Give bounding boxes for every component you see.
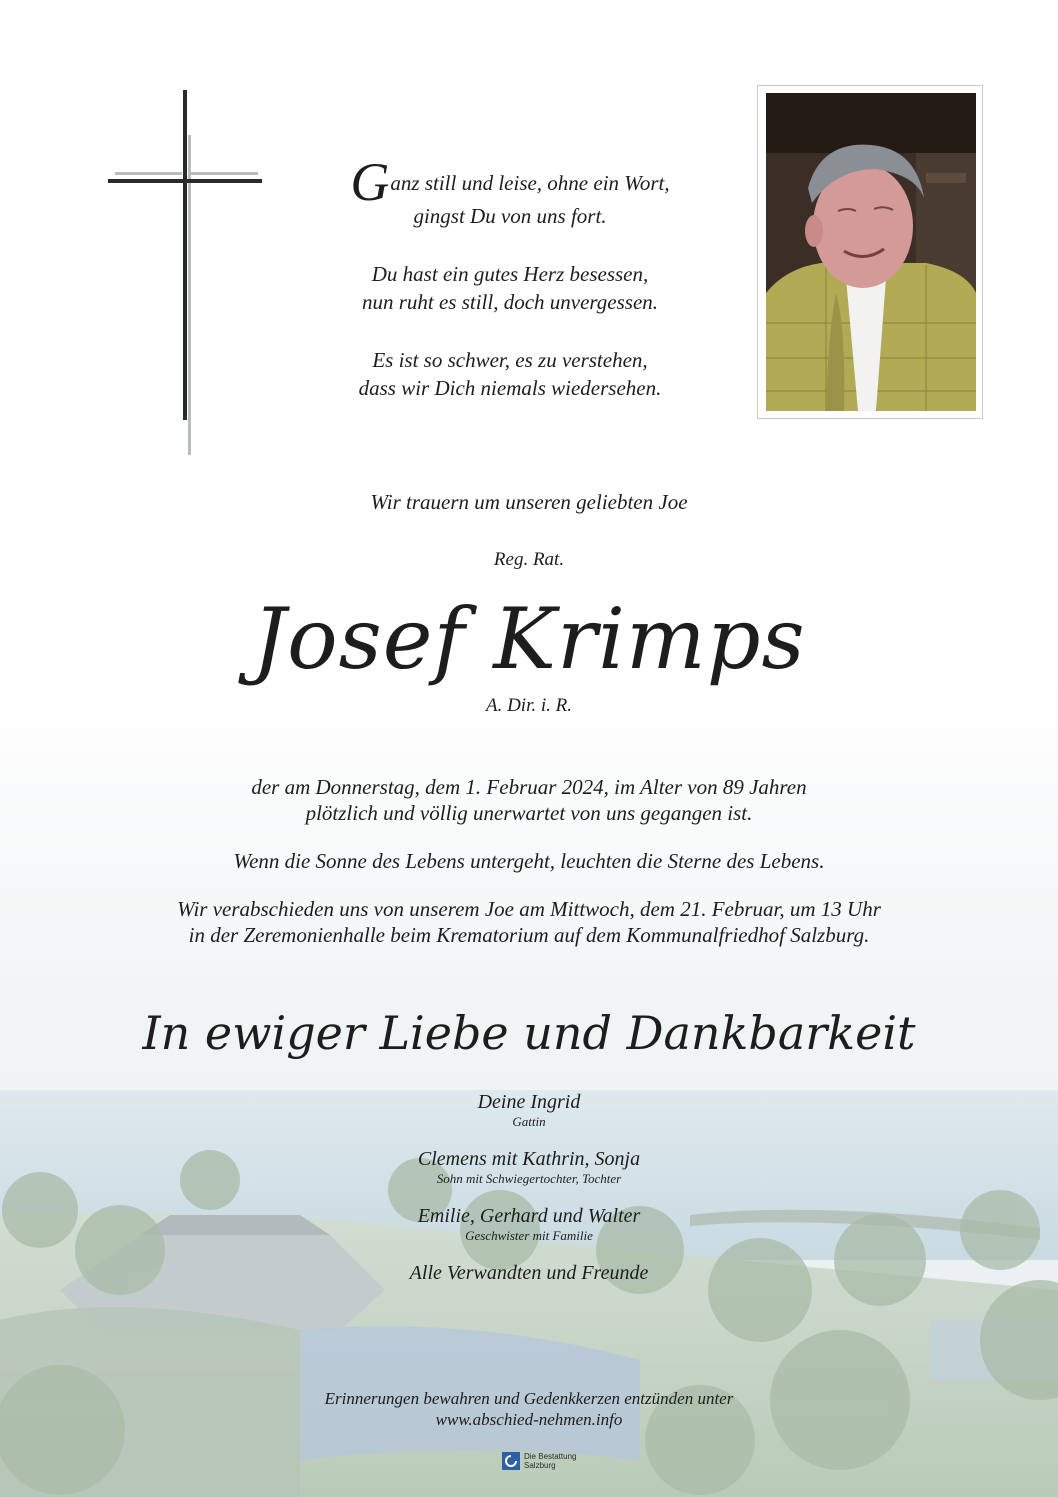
death-text: [0, 774, 1058, 970]
family-entry: [0, 1204, 1058, 1244]
logo-text: Die Bestattung Salzburg: [524, 1452, 577, 1470]
memorial-link[interactable]: www.abschied-nehmen.info: [435, 1410, 623, 1429]
poem: [290, 152, 730, 432]
portrait-photo: [766, 93, 976, 411]
memorial-text: Erinnerungen bewahren und Gedenkkerzen entzünden unter: [324, 1389, 734, 1408]
memorial-note: [0, 1388, 1058, 1430]
family-entry: [0, 1261, 1058, 1285]
family-role: Gattin: [512, 1114, 546, 1129]
poem-dropcap: G: [350, 152, 390, 212]
funeral-home-logo: [502, 1452, 576, 1470]
deceased-name: Josef Krimps: [252, 590, 806, 688]
honorary-title: Reg. Rat.: [493, 549, 565, 570]
family-name: Emilie, Gerhard und Walter: [417, 1205, 641, 1227]
deceased-subtitle: A. Dir. i. R.: [485, 695, 573, 716]
mourning-announcement: Wir trauern um unseren geliebten Joe: [370, 490, 688, 514]
cross-icon: [105, 90, 265, 455]
family-list: [0, 1090, 1058, 1302]
poem-stanza-1: Ganz still und leise, ohne ein Wort, gingst Du von uns fort.: [350, 152, 670, 228]
portrait-frame: [757, 85, 983, 419]
family-name: Deine Ingrid: [477, 1091, 581, 1113]
family-entry: [0, 1090, 1058, 1130]
family-name: Clemens mit Kathrin, Sonja: [417, 1148, 641, 1170]
family-role: Geschwister mit Familie: [465, 1228, 593, 1243]
family-name: Alle Verwandten und Freunde: [409, 1262, 649, 1284]
quote-paragraph: Wenn die Sonne des Lebens untergeht, leuchten die Sterne des Lebens.: [233, 849, 825, 873]
farewell-paragraph: Wir verabschieden uns von unserem Joe am Mittwoch, dem 21. Februar, um 13 Uhr in der Zeremonienhalle beim Krematorium auf dem Kommunalfriedhof Salzburg.: [177, 897, 881, 947]
closing-phrase: In ewiger Liebe und Dankbarkeit: [142, 1006, 916, 1060]
poem-stanza-2: Du hast ein gutes Herz besessen, nun ruht es still, doch unvergessen.: [361, 262, 659, 314]
family-entry: [0, 1147, 1058, 1187]
death-paragraph: der am Donnerstag, dem 1. Februar 2024, im Alter von 89 Jahren plötzlich und völlig unerwartet von uns gegangen ist.: [251, 775, 807, 825]
poem-stanza-3: Es ist so schwer, es zu verstehen, dass wir Dich niemals wiedersehen.: [358, 348, 662, 400]
family-role: Sohn mit Schwiegertochter, Tochter: [436, 1171, 622, 1186]
logo-mark-icon: [502, 1452, 520, 1470]
